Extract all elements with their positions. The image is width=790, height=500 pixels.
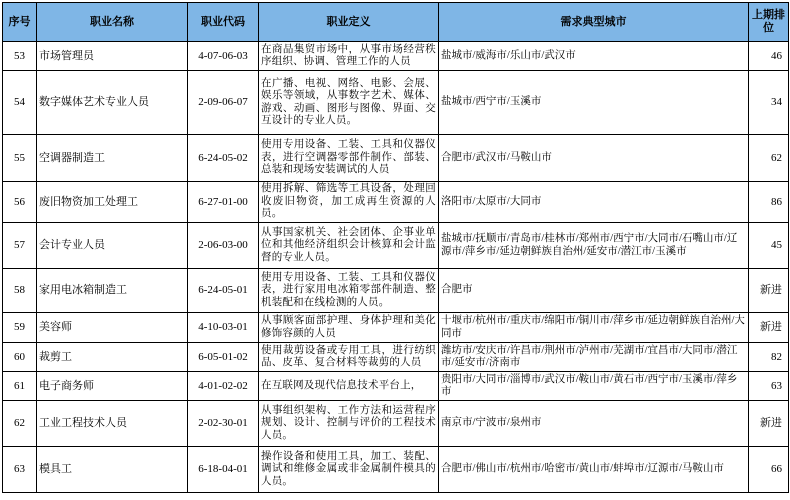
cell-definition: 使用裁剪设备或专用工具，进行纺织品、皮革、复合材料等裁剪的人员: [259, 343, 439, 372]
cell-prev-rank: 新进: [749, 401, 789, 447]
cell-name: 裁剪工: [37, 343, 188, 372]
cell-name: 工业工程技术人员: [37, 401, 188, 447]
cell-cities: 贵阳市/大同市/淄博市/武汉市/鞍山市/黄石市/西宁市/玉溪市/萍乡市: [439, 372, 749, 401]
cell-definition: 从事顾客面部护理、身体护理和美化修饰容颜的人员: [259, 313, 439, 343]
cell-name: 废旧物资加工处理工: [37, 182, 188, 223]
cell-name: 电子商务师: [37, 372, 188, 401]
cell-cities: 洛阳市/太原市/大同市: [439, 182, 749, 223]
cell-code: 6-27-01-00: [188, 182, 259, 223]
header-no: 序号: [3, 3, 37, 42]
table-row: [3, 343, 789, 372]
table-row: [3, 269, 789, 313]
cell-no: 63: [3, 447, 37, 493]
cell-prev-rank: 34: [749, 71, 789, 135]
header-definition: 职业定义: [259, 3, 439, 42]
header-code: 职业代码: [188, 3, 259, 42]
cell-code: 2-09-06-07: [188, 71, 259, 135]
cell-no: 54: [3, 71, 37, 135]
table-row: [3, 135, 789, 182]
table-row: [3, 42, 789, 71]
cell-cities: 南京市/宁波市/泉州市: [439, 401, 749, 447]
cell-prev-rank: 新进: [749, 313, 789, 343]
cell-no: 56: [3, 182, 37, 223]
cell-cities: 合肥市/佛山市/杭州市/哈密市/黄山市/蚌埠市/辽源市/马鞍山市: [439, 447, 749, 493]
cell-definition: 使用拆解、筛选等工具设备，处理回收废旧物资，加工成再生资源的人员。: [259, 182, 439, 223]
cell-code: 6-05-01-02: [188, 343, 259, 372]
cell-name: 美容师: [37, 313, 188, 343]
occupation-demand-table: [2, 2, 789, 493]
cell-cities: 盐城市/威海市/乐山市/武汉市: [439, 42, 749, 71]
cell-definition: 在广播、电视、网络、电影、会展、娱乐等领域，从事数字艺术、媒体、游戏、动画、图形与图像、界面、交互设计的专业人员。: [259, 71, 439, 135]
cell-definition: 使用专用设备、工装、工具和仪器仪表，进行空调器零部件制作、部装、总装和现场安装调试的人员: [259, 135, 439, 182]
cell-code: 4-10-03-01: [188, 313, 259, 343]
cell-definition: 使用专用设备、工装、工具和仪器仪表，进行家用电冰箱零部件制造、整机装配和在线检测的人员。: [259, 269, 439, 313]
header-prev-rank: 上期排位: [749, 3, 789, 42]
cell-no: 57: [3, 223, 37, 269]
cell-cities: 合肥市/武汉市/马鞍山市: [439, 135, 749, 182]
table-row: [3, 71, 789, 135]
cell-no: 61: [3, 372, 37, 401]
cell-code: 6-24-05-01: [188, 269, 259, 313]
cell-prev-rank: 63: [749, 372, 789, 401]
cell-definition: 从事组织架构、工作方法和运营程序规划、设计、控制与评价的工程技术人员。: [259, 401, 439, 447]
cell-name: 空调器制造工: [37, 135, 188, 182]
cell-no: 62: [3, 401, 37, 447]
cell-definition: 在商品集贸市场中，从事市场经营秩序组织、协调、管理工作的人员: [259, 42, 439, 71]
cell-cities: 潍坊市/安庆市/许昌市/荆州市/泸州市/芜湖市/宜昌市/大同市/潜江市/延安市/济南市: [439, 343, 749, 372]
cell-code: 6-18-04-01: [188, 447, 259, 493]
cell-prev-rank: 66: [749, 447, 789, 493]
cell-prev-rank: 45: [749, 223, 789, 269]
cell-code: 2-06-03-00: [188, 223, 259, 269]
cell-name: 家用电冰箱制造工: [37, 269, 188, 313]
table-row: [3, 223, 789, 269]
cell-no: 60: [3, 343, 37, 372]
table-row: [3, 372, 789, 401]
cell-code: 2-02-30-01: [188, 401, 259, 447]
cell-definition: 从事国家机关、社会团体、企事业单位和其他经济组织会计核算和会计监督的专业人员。: [259, 223, 439, 269]
cell-prev-rank: 46: [749, 42, 789, 71]
cell-name: 模具工: [37, 447, 188, 493]
table-row: [3, 182, 789, 223]
cell-definition: 在互联网及现代信息技术平台上，: [259, 372, 439, 401]
cell-code: 4-01-02-02: [188, 372, 259, 401]
cell-prev-rank: 86: [749, 182, 789, 223]
table-header-row: [3, 3, 789, 42]
cell-no: 55: [3, 135, 37, 182]
cell-prev-rank: 82: [749, 343, 789, 372]
cell-cities: 盐城市/西宁市/玉溪市: [439, 71, 749, 135]
cell-code: 6-24-05-02: [188, 135, 259, 182]
cell-no: 59: [3, 313, 37, 343]
cell-code: 4-07-06-03: [188, 42, 259, 71]
cell-cities: 十堰市/杭州市/重庆市/绵阳市/铜川市/萍乡市/延边朝鲜族自治州/大同市: [439, 313, 749, 343]
cell-name: 会计专业人员: [37, 223, 188, 269]
header-name: 职业名称: [37, 3, 188, 42]
header-cities: 需求典型城市: [439, 3, 749, 42]
cell-prev-rank: 62: [749, 135, 789, 182]
cell-definition: 操作设备和使用工具，加工、装配、调试和维修金属或非金属制件模具的人员。: [259, 447, 439, 493]
cell-no: 53: [3, 42, 37, 71]
cell-name: 市场管理员: [37, 42, 188, 71]
cell-name: 数字媒体艺术专业人员: [37, 71, 188, 135]
cell-no: 58: [3, 269, 37, 313]
cell-cities: 盐城市/抚顺市/青岛市/桂林市/郑州市/西宁市/大同市/石嘴山市/辽源市/萍乡市/延边朝鲜族自治州/延安市/潜江市/玉溪市: [439, 223, 749, 269]
cell-cities: 合肥市: [439, 269, 749, 313]
table-row: [3, 313, 789, 343]
cell-prev-rank: 新进: [749, 269, 789, 313]
table-row: [3, 447, 789, 493]
table-row: [3, 401, 789, 447]
